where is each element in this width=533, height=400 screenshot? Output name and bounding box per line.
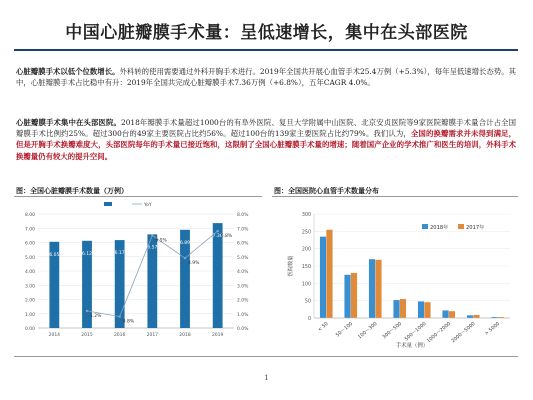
- legend-label-yoy: YoY: [144, 203, 152, 208]
- x-tick-label: 500～1000: [404, 321, 428, 343]
- paragraph-2-highlight: 全国的换瓣需求并未得到满足，但是开胸手术换瓣难度大，头部医院每年的手术量已接近饱和，这限制了全国心脏瓣膜手术量的增速；随着国产企业的学术推广和医生的培训，外科手术换瓣量仍有较大的提升空间。: [16, 129, 516, 161]
- bar-value-label: 7.36: [212, 234, 223, 240]
- bar-value-label: 6.17: [114, 251, 125, 257]
- yoy-point-2017: [151, 234, 153, 236]
- paragraph-2-lead: 心脏瓣膜手术集中在头部医院。: [16, 118, 121, 127]
- paragraph-1-lead: 心脏瓣膜手术以低个位数增长。: [16, 67, 120, 76]
- paragraph-1: [16, 66, 516, 88]
- x-tick-label: 2018: [179, 333, 191, 338]
- y-tick-label: 4.00: [24, 270, 35, 275]
- bar-2018年-100～300: [369, 259, 375, 318]
- bar-value-label: 6.57: [147, 245, 158, 251]
- yoy-point-2018: [184, 257, 186, 259]
- bar-2017年-> 5000: [498, 317, 504, 318]
- legend-label-2018年: 2018年: [430, 225, 449, 231]
- y-tick-label: 0.00: [24, 327, 35, 332]
- bar-2018年-> 5000: [491, 317, 497, 318]
- yoy-value-label: 6.8%: [220, 234, 233, 240]
- bar-2018年-500～1000: [418, 301, 424, 318]
- yoy-point-2016: [118, 315, 120, 317]
- paragraph-2-body: 2018年瓣膜手术量超过1000台的有阜外医院、复旦大学附属中山医院、北京安贞医院等9家医院瓣膜手术量合计占全国瓣膜手术比例约25%。超过300台的49家主要医院占比约56%。超过100台的139家主要医院占比约79%。我们认为，: [16, 118, 516, 139]
- bar-2018年-50～100: [344, 275, 350, 318]
- y-tick-label: 150: [301, 265, 311, 270]
- yoy-point-2019: [216, 230, 218, 232]
- figure-1-top-rule: [14, 196, 262, 197]
- bar-2018年-2000～5000: [467, 315, 473, 318]
- legend-label-2017年: 2017年: [466, 225, 485, 231]
- x-tick-label: 2014: [48, 333, 61, 338]
- legend-swatch-2018年: [422, 224, 428, 229]
- yoy-value-label: 6.5%: [155, 238, 167, 244]
- page-title: 中国心脏瓣膜手术量：呈低速增长，集中在头部医院: [65, 23, 468, 43]
- y-tick-label: 50: [304, 299, 311, 305]
- bar-2018年-< 50: [320, 237, 326, 318]
- y2-tick-label: 0.0%: [237, 327, 249, 332]
- y-tick-label: 200: [301, 247, 311, 253]
- x-axis-label: 手术量（例）: [395, 343, 429, 349]
- y2-tick-label: 7.0%: [237, 227, 249, 233]
- y-tick-label: 6.00: [24, 241, 35, 247]
- yoy-point-2015: [86, 310, 88, 312]
- x-tick-label: 2016: [113, 333, 126, 338]
- x-tick-label: 2015: [81, 333, 93, 338]
- y2-tick-label: 1.0%: [237, 312, 249, 318]
- figure-1-caption: 图：全国心脏瓣膜手术数量（万例）: [16, 186, 128, 195]
- y-tick-label: 8.00: [24, 213, 35, 218]
- title-rule: [14, 49, 518, 51]
- yoy-value-label: 0.8%: [122, 319, 135, 325]
- figure-2-top-rule: [272, 196, 518, 197]
- x-tick-label: 1000～2000: [426, 321, 453, 345]
- y-tick-label: 1.00: [24, 312, 35, 318]
- chart-hospital-distribution: [272, 200, 520, 354]
- yoy-value-label: 4.9%: [188, 261, 200, 267]
- bar-2018年-300～500: [393, 300, 399, 318]
- x-tick-label: 50～100: [335, 321, 355, 339]
- bar-2017年-1000～2000: [449, 311, 455, 318]
- legend-swatch-2017年: [458, 224, 464, 229]
- figure-bottom-rule: [14, 356, 518, 357]
- y2-tick-label: 8.0%: [237, 213, 249, 218]
- y-tick-label: 3.00: [24, 284, 35, 290]
- y-tick-label: 100: [301, 282, 311, 288]
- bar-value-label: 6.89: [179, 240, 191, 246]
- chart-valve-surgery-volume: [14, 200, 264, 352]
- bar-2017年-< 50: [326, 230, 332, 318]
- y-tick-label: 2.00: [24, 298, 35, 304]
- x-tick-label: 300～500: [382, 321, 404, 341]
- y2-tick-label: 3.0%: [237, 284, 249, 290]
- y-tick-label: 300: [301, 213, 311, 218]
- bar-2017年-500～1000: [424, 302, 430, 318]
- bar-2018年-1000～2000: [442, 310, 448, 318]
- y-tick-label: 5.00: [24, 255, 35, 261]
- paragraph-2: [16, 117, 516, 162]
- bar-2017年-300～500: [400, 299, 406, 318]
- page-number: 1: [264, 374, 269, 382]
- x-tick-label: 2000～5000: [450, 321, 477, 345]
- y2-tick-label: 2.0%: [237, 298, 249, 304]
- x-tick-label: 100～300: [357, 321, 379, 341]
- yoy-value-label: 1.2%: [90, 313, 102, 319]
- y-tick-label: 7.00: [24, 227, 35, 233]
- bar-2017年-100～300: [375, 260, 381, 318]
- x-tick-label: > 5000: [484, 321, 502, 337]
- bar-2017年-2000～5000: [473, 315, 479, 318]
- x-tick-label: 2019: [211, 333, 224, 338]
- y2-tick-label: 6.0%: [237, 241, 249, 247]
- figure-2-caption: 图：全国医院心血管手术数量分布: [274, 186, 379, 195]
- bar-value-label: 6.12: [81, 251, 93, 257]
- y2-tick-label: 4.0%: [237, 270, 249, 275]
- paragraph-1-body: 外科转的使用需要通过外科开胸手术进行。2019年全国共开展心血管手术25.4万例（+5.3%），每年呈低速增长态势。其中，心脏瓣膜手术占比稳中有升：2019年全国共完成心脏瓣膜手术7.36万例（+6.8%），五年CAGR 4.0%。: [16, 67, 516, 88]
- y-axis-label: 医院数量: [288, 255, 294, 277]
- y-tick-label: 250: [301, 230, 311, 236]
- y-tick-label: 0: [307, 317, 311, 322]
- y2-tick-label: 5.0%: [237, 255, 249, 261]
- bar-value-label: 6.05: [49, 252, 60, 258]
- bar-2017年-50～100: [351, 273, 357, 318]
- x-tick-label: < 50: [317, 321, 330, 334]
- legend-swatch-bars: [104, 202, 112, 206]
- x-tick-label: 2017: [146, 333, 159, 338]
